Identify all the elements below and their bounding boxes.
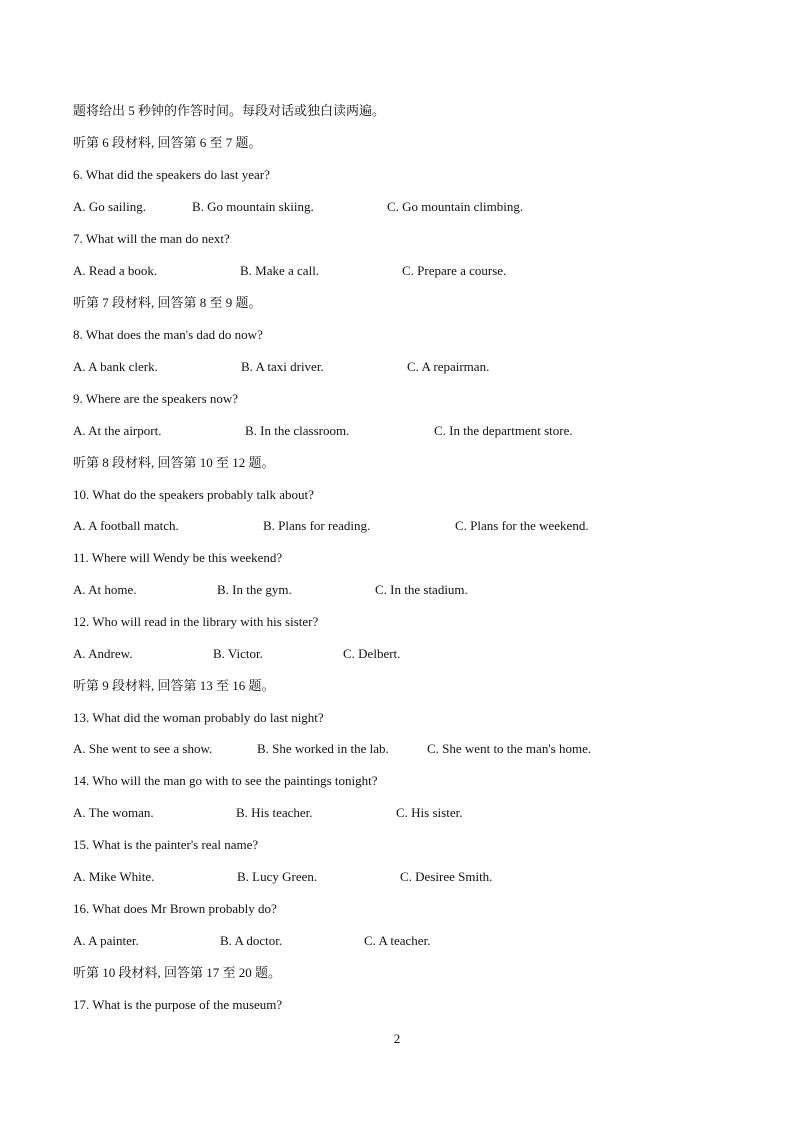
option-a: A. A football match.	[73, 518, 179, 533]
question-11: 11. Where will Wendy be this weekend?	[73, 550, 283, 565]
question-12: 12. Who will read in the library with his sister?	[73, 614, 319, 629]
question-8: 8. What does the man's dad do now?	[73, 327, 263, 342]
option-a: A. She went to see a show.	[73, 741, 213, 756]
section-heading: 听第 10 段材料, 回答第 17 至 20 题。	[73, 965, 282, 980]
option-c: C. She went to the man's home.	[427, 741, 592, 756]
option-b: B. She worked in the lab.	[257, 741, 389, 756]
options-14	[73, 805, 713, 821]
options-13	[73, 741, 713, 757]
option-a: A. The woman.	[73, 805, 154, 820]
option-b: B. Make a call.	[240, 263, 320, 278]
option-c: C. Prepare a course.	[402, 263, 507, 278]
option-b: B. Lucy Green.	[237, 869, 318, 884]
options-9	[73, 423, 713, 439]
page-number: 2	[393, 1031, 401, 1046]
option-a: A. Andrew.	[73, 646, 133, 661]
option-c: C. A teacher.	[364, 933, 431, 948]
option-a: A. A painter.	[73, 933, 139, 948]
options-7	[73, 263, 713, 279]
option-c: C. In the stadium.	[375, 582, 468, 597]
option-b: B. His teacher.	[236, 805, 313, 820]
option-a: A. A bank clerk.	[73, 359, 158, 374]
section-heading: 听第 9 段材料, 回答第 13 至 16 题。	[73, 678, 275, 693]
question-13: 13. What did the woman probably do last night?	[73, 710, 324, 725]
options-16	[73, 933, 713, 949]
question-14: 14. Who will the man go with to see the paintings tonight?	[73, 773, 378, 788]
options-10	[73, 518, 713, 534]
option-a: A. At the airport.	[73, 423, 162, 438]
option-b: B. A doctor.	[220, 933, 283, 948]
options-6	[73, 199, 713, 215]
option-b: B. Victor.	[213, 646, 263, 661]
option-c: C. In the department store.	[434, 423, 573, 438]
question-6: 6. What did the speakers do last year?	[73, 167, 270, 182]
option-c: C. Go mountain climbing.	[387, 199, 524, 214]
question-7: 7. What will the man do next?	[73, 231, 230, 246]
option-a: A. Go sailing.	[73, 199, 146, 214]
instruction-line: 题将给出 5 秒钟的作答时间。每段对话或独白读两遍。	[73, 103, 386, 118]
question-17: 17. What is the purpose of the museum?	[73, 997, 283, 1012]
option-b: B. Plans for reading.	[263, 518, 371, 533]
options-12	[73, 646, 713, 662]
section-heading: 听第 8 段材料, 回答第 10 至 12 题。	[73, 455, 275, 470]
option-c: C. Desiree Smith.	[400, 869, 493, 884]
question-16: 16. What does Mr Brown probably do?	[73, 901, 277, 916]
option-c: C. His sister.	[396, 805, 463, 820]
option-c: C. Delbert.	[343, 646, 401, 661]
option-a: A. At home.	[73, 582, 137, 597]
section-heading: 听第 7 段材料, 回答第 8 至 9 题。	[73, 295, 262, 310]
question-15: 15. What is the painter's real name?	[73, 837, 259, 852]
option-c: C. Plans for the weekend.	[455, 518, 589, 533]
question-10: 10. What do the speakers probably talk about?	[73, 487, 314, 502]
options-15	[73, 869, 713, 885]
option-b: B. In the gym.	[217, 582, 292, 597]
question-9: 9. Where are the speakers now?	[73, 391, 239, 406]
section-heading: 听第 6 段材料, 回答第 6 至 7 题。	[73, 135, 262, 150]
option-a: A. Read a book.	[73, 263, 158, 278]
option-a: A. Mike White.	[73, 869, 155, 884]
option-c: C. A repairman.	[407, 359, 490, 374]
option-b: B. A taxi driver.	[241, 359, 324, 374]
options-8	[73, 359, 713, 375]
option-b: B. Go mountain skiing.	[192, 199, 314, 214]
option-b: B. In the classroom.	[245, 423, 350, 438]
options-11	[73, 582, 713, 598]
